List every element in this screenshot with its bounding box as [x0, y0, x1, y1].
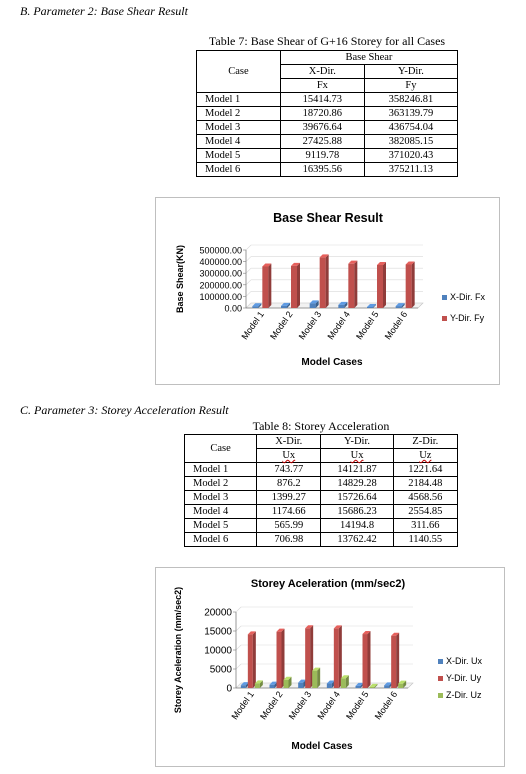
table7-col1-sym: Fx	[280, 79, 364, 93]
bar	[377, 265, 383, 308]
table-row	[197, 121, 458, 135]
table8-col2-sym	[321, 449, 393, 463]
bar	[281, 306, 287, 308]
x-tick-label: Model 3	[296, 309, 324, 342]
table8-ux: 565.99	[257, 519, 321, 533]
section-c-heading: C. Parameter 3: Storey Acceleration Result	[20, 403, 229, 417]
table8-case: Model 2	[185, 477, 257, 491]
table8-col1-sym	[257, 449, 321, 463]
table7-case: Model 4	[197, 135, 281, 149]
y-tick-label: 5000	[209, 664, 232, 676]
gridline-side	[236, 607, 241, 612]
base-shear-chart	[155, 197, 500, 385]
table-row	[197, 135, 458, 149]
table8-uz: 1140.55	[393, 533, 457, 547]
table8-col1-sym-text: Ux	[282, 450, 296, 461]
x-tick-label: Model 5	[344, 689, 371, 722]
table8-col2-dir: Y-Dir.	[321, 435, 393, 449]
bar-side	[396, 633, 399, 688]
x-tick-label: Model 6	[372, 689, 400, 722]
bar	[406, 264, 412, 308]
y-tick-label: 15000	[204, 626, 232, 638]
bar	[252, 306, 258, 308]
bar	[277, 632, 282, 688]
bar	[255, 683, 260, 688]
table7-fy: 371020.43	[364, 149, 457, 163]
bar	[334, 628, 339, 688]
gridline-side	[246, 291, 251, 296]
table8-ux: 743.77	[257, 463, 321, 477]
table7-col2-sym: Fy	[364, 79, 457, 93]
table7-fx: 18720.86	[280, 107, 364, 121]
gridline-side	[236, 664, 241, 669]
y-tick-label: 20000	[204, 607, 232, 619]
table8-uz: 1221.64	[393, 463, 457, 477]
legend-label: Y-Dir. Uy	[446, 673, 482, 683]
y-axis-label: Storey Aceleration (mm/sec2)	[173, 586, 183, 714]
table7-case: Model 1	[197, 93, 281, 107]
bar	[310, 303, 316, 308]
y-axis-label: Base Shear(KN)	[175, 244, 185, 314]
table7-fy: 358246.81	[364, 93, 457, 107]
table8-case: Model 6	[185, 533, 257, 547]
gridline-side	[236, 626, 241, 631]
table8-caption: Table 8: Storey Acceleration	[252, 419, 390, 433]
table7-fx: 39676.64	[280, 121, 364, 135]
table8-uz: 2184.48	[393, 477, 457, 491]
bar	[348, 264, 354, 308]
table8-case: Model 3	[185, 491, 257, 505]
bar	[338, 305, 344, 308]
table-row	[185, 519, 458, 533]
table8-uy: 14121.87	[321, 463, 393, 477]
gridline-side	[246, 280, 251, 285]
x-tick-label: Model 5	[354, 309, 381, 342]
legend-swatch	[438, 659, 443, 664]
x-tick-label: Model 1	[229, 689, 256, 722]
legend-label: X-Dir. Ux	[446, 656, 482, 666]
gridline-side	[236, 645, 241, 650]
table7-fx: 27425.88	[280, 135, 364, 149]
bar	[384, 685, 389, 688]
bar	[241, 685, 246, 688]
bar-side	[253, 631, 256, 688]
bar	[398, 684, 403, 688]
table7-header-row	[197, 51, 458, 65]
table-row	[197, 163, 458, 177]
y-tick-label: 100000.00	[199, 291, 242, 302]
section-b-heading: B. Parameter 2: Base Shear Result	[20, 4, 188, 18]
table8-uz: 2554.85	[393, 505, 457, 519]
table8-uy: 14829.28	[321, 477, 393, 491]
bar-side	[368, 631, 371, 688]
x-tick-label: Model 3	[286, 689, 314, 722]
bar	[291, 266, 297, 308]
bar-side	[268, 263, 271, 308]
bar	[284, 680, 289, 688]
bar-side	[412, 261, 415, 308]
table8-ux: 876.2	[257, 477, 321, 491]
gridline-side	[246, 268, 251, 273]
bar	[305, 628, 310, 688]
table7-fy: 375211.13	[364, 163, 457, 177]
bar	[248, 634, 253, 688]
y-tick-label: 10000	[204, 645, 232, 657]
table8-col3-sym	[393, 449, 457, 463]
storey-acceleration-chart	[155, 567, 505, 767]
chart-title: Base Shear Result	[273, 211, 383, 225]
table8-col1-dir: X-Dir.	[257, 435, 321, 449]
bar-side	[282, 629, 285, 688]
y-tick-label: 400000.00	[199, 257, 242, 268]
table8-case-header: Case	[185, 435, 257, 463]
legend-label: Y-Dir. Fy	[450, 313, 485, 323]
bar-side	[354, 261, 357, 308]
table-row	[197, 93, 458, 107]
bar	[327, 684, 332, 688]
table7	[196, 50, 458, 177]
x-tick-label: Model 1	[239, 309, 266, 342]
table-row	[185, 477, 458, 491]
x-tick-label: Model 4	[325, 309, 352, 342]
table7-group-header: Base Shear	[280, 51, 457, 65]
table8-col2-sym-text: Ux	[350, 450, 364, 461]
table7-col2-dir: Y-Dir.	[364, 65, 457, 79]
legend-label: Z-Dir. Uz	[446, 690, 482, 700]
y-tick-label: 0.00	[224, 303, 242, 314]
table7-fx: 16395.56	[280, 163, 364, 177]
table8-uy: 15726.64	[321, 491, 393, 505]
bar	[363, 634, 368, 688]
bar-side	[317, 668, 320, 688]
table7-fx: 15414.73	[280, 93, 364, 107]
table7-fy: 363139.79	[364, 107, 457, 121]
bar	[341, 678, 346, 688]
bar	[370, 687, 375, 688]
legend-label: X-Dir. Fx	[450, 292, 485, 302]
x-tick-label: Model 6	[382, 309, 410, 342]
table8-dir-row	[185, 435, 458, 449]
table8-uy: 13762.42	[321, 533, 393, 547]
legend-swatch	[442, 316, 447, 321]
legend-swatch	[438, 693, 443, 698]
table8	[184, 434, 458, 547]
x-tick-label: Model 4	[315, 689, 342, 722]
table7-case: Model 2	[197, 107, 281, 121]
bar-side	[326, 254, 329, 308]
y-tick-label: 200000.00	[199, 280, 242, 291]
table7-case: Model 6	[197, 163, 281, 177]
y-tick-label: 300000.00	[199, 268, 242, 279]
table7-case-header: Case	[197, 51, 281, 93]
x-tick-label: Model 2	[258, 689, 285, 722]
bar-side	[297, 263, 300, 308]
table8-ux: 1399.27	[257, 491, 321, 505]
table8-col3-dir: Z-Dir.	[393, 435, 457, 449]
table8-uy: 14194.8	[321, 519, 393, 533]
table7-fy: 436754.04	[364, 121, 457, 135]
table8-uz: 4568.56	[393, 491, 457, 505]
x-axis-label: Model Cases	[301, 357, 363, 368]
bar	[262, 266, 268, 308]
bar	[391, 636, 396, 688]
bar	[396, 306, 402, 308]
table7-fx: 9119.78	[280, 149, 364, 163]
table7-case: Model 5	[197, 149, 281, 163]
bar-side	[383, 262, 386, 308]
x-tick-label: Model 2	[268, 309, 295, 342]
table-row	[197, 149, 458, 163]
table7-col1-dir: X-Dir.	[280, 65, 364, 79]
chart-title: Storey Aceleration (mm/sec2)	[250, 578, 406, 590]
bar	[320, 257, 326, 308]
table7-fy: 382085.15	[364, 135, 457, 149]
bar	[356, 686, 361, 688]
storey-acceleration-chart-svg	[156, 568, 504, 766]
table8-case: Model 4	[185, 505, 257, 519]
table8-col3-sym-text: Uz	[419, 450, 432, 461]
table8-case: Model 5	[185, 519, 257, 533]
gridline-side	[246, 245, 251, 250]
bar	[270, 685, 275, 688]
table8-uz: 311.66	[393, 519, 457, 533]
table-row	[185, 463, 458, 477]
table-row	[197, 107, 458, 121]
table-row	[185, 491, 458, 505]
y-tick-label: 500000.00	[199, 245, 242, 256]
bar	[298, 683, 303, 688]
base-shear-chart-svg	[156, 198, 499, 384]
table7-caption: Table 7: Base Shear of G+16 Storey for all Cases	[208, 34, 446, 48]
table8-ux: 1174.66	[257, 505, 321, 519]
table-row	[185, 505, 458, 519]
bar	[367, 307, 373, 308]
table-row	[185, 533, 458, 547]
gridline-side	[246, 257, 251, 262]
table8-uy: 15686.23	[321, 505, 393, 519]
table8-case: Model 1	[185, 463, 257, 477]
y-tick-label: 0	[226, 683, 232, 695]
table7-case: Model 3	[197, 121, 281, 135]
x-axis-label: Model Cases	[291, 741, 353, 752]
table8-ux: 706.98	[257, 533, 321, 547]
legend-swatch	[442, 295, 447, 300]
bar	[312, 671, 317, 688]
legend-swatch	[438, 676, 443, 681]
